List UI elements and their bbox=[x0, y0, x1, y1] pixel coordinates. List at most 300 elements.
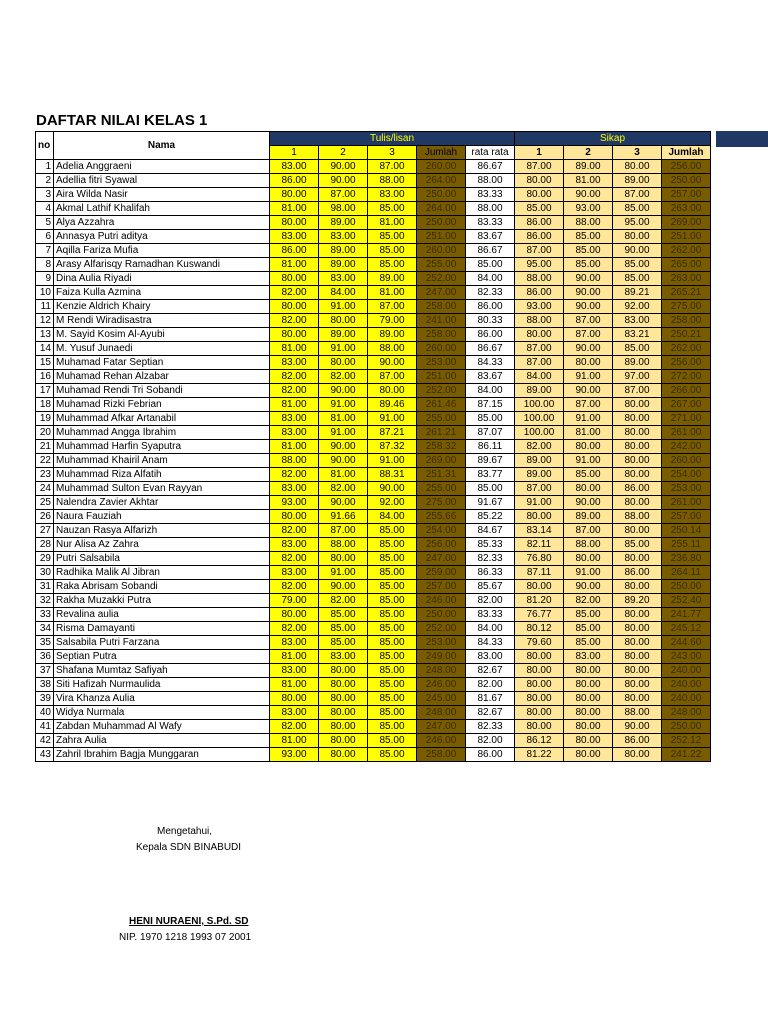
sikap-2: 80.00 bbox=[564, 734, 613, 748]
row-no: 24 bbox=[36, 482, 54, 496]
table-row bbox=[36, 720, 711, 734]
row-no: 13 bbox=[36, 328, 54, 342]
sikap-2: 80.00 bbox=[564, 440, 613, 454]
tulis-jumlah: 246.00 bbox=[417, 734, 466, 748]
table-row bbox=[36, 342, 711, 356]
sikap-3: 97.00 bbox=[613, 370, 662, 384]
sikap-1: 83.14 bbox=[515, 524, 564, 538]
table-row bbox=[36, 734, 711, 748]
tulis-jumlah: 245.00 bbox=[417, 692, 466, 706]
tulis-1: 80.00 bbox=[270, 510, 319, 524]
student-name: Faiza Kulla Azmina bbox=[54, 286, 270, 300]
tulis-2: 90.00 bbox=[319, 384, 368, 398]
sikap-3: 80.00 bbox=[613, 160, 662, 174]
sikap-3: 80.00 bbox=[613, 524, 662, 538]
tulis-jumlah: 264.00 bbox=[417, 174, 466, 188]
table-row bbox=[36, 552, 711, 566]
sikap-jumlah: 263.00 bbox=[662, 272, 711, 286]
tulis-2: 91.00 bbox=[319, 300, 368, 314]
tulis-3: 89.00 bbox=[368, 328, 417, 342]
tulis-jumlah: 275.00 bbox=[417, 496, 466, 510]
tulis-jumlah: 251.00 bbox=[417, 370, 466, 384]
rata-rata: 86.33 bbox=[466, 566, 515, 580]
tulis-jumlah: 258.00 bbox=[417, 300, 466, 314]
row-no: 26 bbox=[36, 510, 54, 524]
sikap-3: 80.00 bbox=[613, 468, 662, 482]
tulis-1: 81.00 bbox=[270, 734, 319, 748]
signature-name: HENI NURAENI, S.Pd. SD bbox=[129, 916, 249, 927]
table-row bbox=[36, 622, 711, 636]
tulis-2: 81.00 bbox=[319, 412, 368, 426]
sikap-3: 80.00 bbox=[613, 678, 662, 692]
tulis-1: 93.00 bbox=[270, 496, 319, 510]
row-no: 20 bbox=[36, 426, 54, 440]
student-name: Muhammad Riza Alfatih bbox=[54, 468, 270, 482]
rata-rata: 85.67 bbox=[466, 580, 515, 594]
tulis-2: 89.00 bbox=[319, 328, 368, 342]
sikap-jumlah: 260.00 bbox=[662, 454, 711, 468]
row-no: 2 bbox=[36, 174, 54, 188]
tulis-3: 81.00 bbox=[368, 216, 417, 230]
tulis-2: 80.00 bbox=[319, 706, 368, 720]
row-no: 43 bbox=[36, 748, 54, 762]
sikap-1: 89.00 bbox=[515, 384, 564, 398]
table-row bbox=[36, 230, 711, 244]
student-name: Siti Hafizah Nurmaulida bbox=[54, 678, 270, 692]
table-row bbox=[36, 510, 711, 524]
sikap-2: 90.00 bbox=[564, 496, 613, 510]
tulis-jumlah: 260.00 bbox=[417, 342, 466, 356]
tulis-jumlah: 247.00 bbox=[417, 720, 466, 734]
tulis-2: 85.00 bbox=[319, 622, 368, 636]
tulis-3: 85.00 bbox=[368, 650, 417, 664]
tulis-1: 80.00 bbox=[270, 328, 319, 342]
sikap-3: 89.20 bbox=[613, 594, 662, 608]
tulis-2: 91.00 bbox=[319, 342, 368, 356]
tulis-1: 79.00 bbox=[270, 594, 319, 608]
tulis-1: 81.00 bbox=[270, 202, 319, 216]
sikap-1: 87.11 bbox=[515, 566, 564, 580]
sikap-3: 80.00 bbox=[613, 230, 662, 244]
sikap-jumlah: 262.00 bbox=[662, 244, 711, 258]
row-no: 35 bbox=[36, 636, 54, 650]
tulis-1: 82.00 bbox=[270, 720, 319, 734]
sikap-3: 86.00 bbox=[613, 482, 662, 496]
tulis-1: 80.00 bbox=[270, 608, 319, 622]
student-name: Adellia fitri Syawal bbox=[54, 174, 270, 188]
sikap-3: 80.00 bbox=[613, 664, 662, 678]
sikap-2: 87.00 bbox=[564, 398, 613, 412]
sikap-jumlah: 240.00 bbox=[662, 678, 711, 692]
tulis-jumlah: 251.00 bbox=[417, 230, 466, 244]
table-row bbox=[36, 286, 711, 300]
tulis-1: 82.00 bbox=[270, 580, 319, 594]
sikap-3: 80.00 bbox=[613, 622, 662, 636]
row-no: 18 bbox=[36, 398, 54, 412]
tulis-jumlah: 248.00 bbox=[417, 664, 466, 678]
row-no: 21 bbox=[36, 440, 54, 454]
sikap-jumlah: 266.00 bbox=[662, 384, 711, 398]
sikap-3: 80.00 bbox=[613, 748, 662, 762]
tulis-2: 80.00 bbox=[319, 678, 368, 692]
table-row bbox=[36, 650, 711, 664]
table-row bbox=[36, 566, 711, 580]
tulis-jumlah: 253.00 bbox=[417, 636, 466, 650]
sikap-1: 88.00 bbox=[515, 314, 564, 328]
row-no: 31 bbox=[36, 580, 54, 594]
table-row bbox=[36, 412, 711, 426]
tulis-3: 85.00 bbox=[368, 748, 417, 762]
sikap-2: 91.00 bbox=[564, 412, 613, 426]
sikap-1: 87.00 bbox=[515, 482, 564, 496]
tulis-jumlah: 258.00 bbox=[417, 748, 466, 762]
tulis-2: 85.00 bbox=[319, 608, 368, 622]
tulis-2: 90.00 bbox=[319, 160, 368, 174]
tulis-3: 85.00 bbox=[368, 202, 417, 216]
student-name: Aira Wilda Nasir bbox=[54, 188, 270, 202]
sikap-jumlah: 255.11 bbox=[662, 538, 711, 552]
rata-rata: 83.67 bbox=[466, 230, 515, 244]
rata-rata: 86.00 bbox=[466, 328, 515, 342]
student-name: Alya Azzahra bbox=[54, 216, 270, 230]
rata-rata: 84.33 bbox=[466, 636, 515, 650]
sikap-2: 87.00 bbox=[564, 314, 613, 328]
tulis-2: 87.00 bbox=[319, 524, 368, 538]
tulis-3: 85.00 bbox=[368, 622, 417, 636]
tulis-jumlah: 251.31 bbox=[417, 468, 466, 482]
rata-rata: 83.33 bbox=[466, 608, 515, 622]
tulis-3: 85.00 bbox=[368, 580, 417, 594]
row-no: 37 bbox=[36, 664, 54, 678]
row-no: 6 bbox=[36, 230, 54, 244]
sikap-jumlah: 254.00 bbox=[662, 468, 711, 482]
tulis-3: 85.00 bbox=[368, 734, 417, 748]
tulis-1: 83.00 bbox=[270, 160, 319, 174]
table-row bbox=[36, 384, 711, 398]
tulis-jumlah: 248.00 bbox=[417, 706, 466, 720]
table-row bbox=[36, 244, 711, 258]
tulis-jumlah: 258.00 bbox=[417, 328, 466, 342]
tulis-2: 82.00 bbox=[319, 594, 368, 608]
row-no: 15 bbox=[36, 356, 54, 370]
sikap-1: 100.00 bbox=[515, 426, 564, 440]
sikap-2: 80.00 bbox=[564, 748, 613, 762]
sikap-3: 83.00 bbox=[613, 314, 662, 328]
row-no: 33 bbox=[36, 608, 54, 622]
row-no: 19 bbox=[36, 412, 54, 426]
tulis-2: 90.00 bbox=[319, 454, 368, 468]
sikap-jumlah: 264.11 bbox=[662, 566, 711, 580]
tulis-jumlah: 254.00 bbox=[417, 524, 466, 538]
sikap-1: 89.00 bbox=[515, 454, 564, 468]
tulis-jumlah: 255.66 bbox=[417, 510, 466, 524]
row-no: 30 bbox=[36, 566, 54, 580]
tulis-jumlah: 250.00 bbox=[417, 608, 466, 622]
sikap-jumlah: 265.00 bbox=[662, 258, 711, 272]
tulis-jumlah: 255.00 bbox=[417, 482, 466, 496]
student-name: Nauzan Rasya Alfarizh bbox=[54, 524, 270, 538]
rata-rata: 86.11 bbox=[466, 440, 515, 454]
header-sikap-jumlah: Jumlah bbox=[662, 146, 711, 160]
sikap-2: 88.00 bbox=[564, 538, 613, 552]
tulis-1: 83.00 bbox=[270, 230, 319, 244]
table-row bbox=[36, 580, 711, 594]
sikap-jumlah: 241.77 bbox=[662, 608, 711, 622]
sikap-1: 87.00 bbox=[515, 244, 564, 258]
sikap-jumlah: 252.12 bbox=[662, 734, 711, 748]
tulis-jumlah: 252.00 bbox=[417, 622, 466, 636]
table-row bbox=[36, 202, 711, 216]
tulis-2: 83.00 bbox=[319, 650, 368, 664]
student-name: Annasya Putri aditya bbox=[54, 230, 270, 244]
row-no: 3 bbox=[36, 188, 54, 202]
tulis-1: 80.00 bbox=[270, 692, 319, 706]
sikap-jumlah: 262.00 bbox=[662, 342, 711, 356]
tulis-3: 85.00 bbox=[368, 524, 417, 538]
rata-rata: 81.67 bbox=[466, 692, 515, 706]
tulis-1: 82.00 bbox=[270, 524, 319, 538]
tulis-1: 81.00 bbox=[270, 440, 319, 454]
rata-rata: 86.67 bbox=[466, 342, 515, 356]
student-name: M. Sayid Kosim Al-Ayubi bbox=[54, 328, 270, 342]
sikap-jumlah: 275.00 bbox=[662, 300, 711, 314]
sikap-3: 88.00 bbox=[613, 510, 662, 524]
tulis-3: 87.32 bbox=[368, 440, 417, 454]
rata-rata: 89.67 bbox=[466, 454, 515, 468]
tulis-1: 81.00 bbox=[270, 398, 319, 412]
tulis-jumlah: 241.00 bbox=[417, 314, 466, 328]
sikap-jumlah: 272.00 bbox=[662, 370, 711, 384]
row-no: 27 bbox=[36, 524, 54, 538]
tulis-3: 90.00 bbox=[368, 356, 417, 370]
rata-rata: 87.15 bbox=[466, 398, 515, 412]
sikap-2: 90.00 bbox=[564, 286, 613, 300]
tulis-2: 91.00 bbox=[319, 566, 368, 580]
sikap-3: 89.00 bbox=[613, 174, 662, 188]
sikap-1: 89.00 bbox=[515, 468, 564, 482]
student-name: Raka Abrisam Sobandi bbox=[54, 580, 270, 594]
row-no: 12 bbox=[36, 314, 54, 328]
header-sikap-3: 3 bbox=[613, 146, 662, 160]
sikap-2: 80.00 bbox=[564, 664, 613, 678]
tulis-1: 82.00 bbox=[270, 370, 319, 384]
sikap-2: 90.00 bbox=[564, 580, 613, 594]
rata-rata: 86.67 bbox=[466, 160, 515, 174]
tulis-1: 83.00 bbox=[270, 636, 319, 650]
header-nama: Nama bbox=[54, 132, 270, 160]
sikap-1: 80.00 bbox=[515, 580, 564, 594]
sikap-jumlah: 248.00 bbox=[662, 706, 711, 720]
sikap-3: 85.00 bbox=[613, 202, 662, 216]
table-row bbox=[36, 398, 711, 412]
sikap-3: 85.00 bbox=[613, 342, 662, 356]
rata-rata: 82.67 bbox=[466, 664, 515, 678]
rata-rata: 84.00 bbox=[466, 384, 515, 398]
table-row bbox=[36, 426, 711, 440]
tulis-jumlah: 250.00 bbox=[417, 216, 466, 230]
tulis-2: 80.00 bbox=[319, 552, 368, 566]
student-name: Muhammad Sulton Evan Rayyan bbox=[54, 482, 270, 496]
tulis-3: 85.00 bbox=[368, 594, 417, 608]
sikap-2: 85.00 bbox=[564, 258, 613, 272]
sikap-3: 80.00 bbox=[613, 426, 662, 440]
tulis-3: 85.00 bbox=[368, 258, 417, 272]
student-name: Muhammad Angga Ibrahim bbox=[54, 426, 270, 440]
table-row bbox=[36, 468, 711, 482]
student-name: Risma Damayanti bbox=[54, 622, 270, 636]
tulis-jumlah: 264.00 bbox=[417, 202, 466, 216]
page-title: DAFTAR NILAI KELAS 1 bbox=[36, 112, 208, 129]
tulis-jumlah: 247.00 bbox=[417, 552, 466, 566]
sikap-1: 86.00 bbox=[515, 216, 564, 230]
row-no: 32 bbox=[36, 594, 54, 608]
rata-rata: 84.00 bbox=[466, 272, 515, 286]
sikap-jumlah: 242.00 bbox=[662, 440, 711, 454]
table-row bbox=[36, 174, 711, 188]
tulis-2: 91.00 bbox=[319, 426, 368, 440]
tulis-3: 87.00 bbox=[368, 300, 417, 314]
sikap-3: 87.00 bbox=[613, 384, 662, 398]
sikap-3: 86.00 bbox=[613, 566, 662, 580]
table-row bbox=[36, 538, 711, 552]
table-row bbox=[36, 188, 711, 202]
header-row-groups bbox=[36, 132, 711, 146]
sikap-2: 91.00 bbox=[564, 370, 613, 384]
tulis-1: 86.00 bbox=[270, 174, 319, 188]
student-name: Muhamad Rehan Alzabar bbox=[54, 370, 270, 384]
tulis-jumlah: 252.00 bbox=[417, 272, 466, 286]
sikap-2: 83.00 bbox=[564, 650, 613, 664]
sikap-3: 90.00 bbox=[613, 244, 662, 258]
tulis-3: 91.00 bbox=[368, 412, 417, 426]
rata-rata: 88.00 bbox=[466, 174, 515, 188]
table-row bbox=[36, 328, 711, 342]
signature-title: Kepala SDN BINABUDI bbox=[136, 842, 242, 853]
tulis-2: 80.00 bbox=[319, 356, 368, 370]
tulis-jumlah: 246.00 bbox=[417, 594, 466, 608]
student-name: Shafana Mumtaz Safiyah bbox=[54, 664, 270, 678]
tulis-2: 90.00 bbox=[319, 496, 368, 510]
rata-rata: 84.00 bbox=[466, 622, 515, 636]
header-sikap: Sikap bbox=[515, 132, 711, 146]
tulis-1: 88.00 bbox=[270, 454, 319, 468]
sikap-jumlah: 244.60 bbox=[662, 636, 711, 650]
sikap-jumlah: 269.00 bbox=[662, 216, 711, 230]
sikap-1: 84.00 bbox=[515, 370, 564, 384]
tulis-2: 80.00 bbox=[319, 314, 368, 328]
row-no: 17 bbox=[36, 384, 54, 398]
tulis-2: 90.00 bbox=[319, 174, 368, 188]
student-name: Aqilla Fariza Mufia bbox=[54, 244, 270, 258]
table-row bbox=[36, 496, 711, 510]
tulis-2: 80.00 bbox=[319, 720, 368, 734]
rata-rata: 82.33 bbox=[466, 552, 515, 566]
row-no: 39 bbox=[36, 692, 54, 706]
tulis-3: 80.00 bbox=[368, 384, 417, 398]
tulis-1: 80.00 bbox=[270, 272, 319, 286]
row-no: 25 bbox=[36, 496, 54, 510]
rata-rata: 85.00 bbox=[466, 258, 515, 272]
row-no: 5 bbox=[36, 216, 54, 230]
tulis-3: 88.00 bbox=[368, 174, 417, 188]
sikap-1: 80.00 bbox=[515, 720, 564, 734]
tulis-1: 80.00 bbox=[270, 188, 319, 202]
sikap-jumlah: 236.80 bbox=[662, 552, 711, 566]
tulis-jumlah: 249.00 bbox=[417, 650, 466, 664]
sikap-2: 91.00 bbox=[564, 566, 613, 580]
rata-rata: 85.00 bbox=[466, 412, 515, 426]
student-name: Putri Salsabila bbox=[54, 552, 270, 566]
row-no: 38 bbox=[36, 678, 54, 692]
sikap-2: 80.00 bbox=[564, 482, 613, 496]
student-name: Vira Khanza Aulia bbox=[54, 692, 270, 706]
sikap-jumlah: 250.14 bbox=[662, 524, 711, 538]
tulis-jumlah: 253.00 bbox=[417, 356, 466, 370]
tulis-2: 90.00 bbox=[319, 580, 368, 594]
sikap-2: 82.00 bbox=[564, 594, 613, 608]
sikap-jumlah: 240.00 bbox=[662, 664, 711, 678]
tulis-3: 85.00 bbox=[368, 636, 417, 650]
row-no: 7 bbox=[36, 244, 54, 258]
row-no: 34 bbox=[36, 622, 54, 636]
tulis-3: 84.00 bbox=[368, 510, 417, 524]
sikap-jumlah: 240.00 bbox=[662, 692, 711, 706]
header-tulis-jumlah: Jumlah bbox=[417, 146, 466, 160]
sikap-1: 79.60 bbox=[515, 636, 564, 650]
row-no: 11 bbox=[36, 300, 54, 314]
sikap-2: 91.00 bbox=[564, 454, 613, 468]
tulis-3: 87.00 bbox=[368, 160, 417, 174]
table-row bbox=[36, 356, 711, 370]
tulis-jumlah: 255.00 bbox=[417, 258, 466, 272]
signature-mengetahui: Mengetahui, bbox=[157, 826, 213, 837]
tulis-1: 83.00 bbox=[270, 706, 319, 720]
sikap-jumlah: 256.00 bbox=[662, 356, 711, 370]
table-row bbox=[36, 636, 711, 650]
tulis-3: 85.00 bbox=[368, 692, 417, 706]
sikap-2: 80.00 bbox=[564, 692, 613, 706]
student-name: Akmal Lathif Khalifah bbox=[54, 202, 270, 216]
student-name: Zabdan Muhammad Al Wafy bbox=[54, 720, 270, 734]
sikap-1: 76.77 bbox=[515, 608, 564, 622]
tulis-jumlah: 261.21 bbox=[417, 426, 466, 440]
sikap-3: 80.00 bbox=[613, 692, 662, 706]
sikap-2: 80.00 bbox=[564, 706, 613, 720]
tulis-3: 88.31 bbox=[368, 468, 417, 482]
rata-rata: 84.33 bbox=[466, 356, 515, 370]
sikap-2: 89.00 bbox=[564, 510, 613, 524]
tulis-1: 83.00 bbox=[270, 412, 319, 426]
sikap-jumlah: 271.00 bbox=[662, 412, 711, 426]
sikap-3: 90.00 bbox=[613, 720, 662, 734]
table-row bbox=[36, 370, 711, 384]
sikap-3: 80.00 bbox=[613, 454, 662, 468]
tulis-3: 85.00 bbox=[368, 552, 417, 566]
table-row bbox=[36, 300, 711, 314]
sikap-1: 91.00 bbox=[515, 496, 564, 510]
tulis-3: 89.00 bbox=[368, 272, 417, 286]
header-no: no bbox=[36, 132, 54, 160]
student-name: Revalina aulia bbox=[54, 608, 270, 622]
sikap-jumlah: 256.00 bbox=[662, 160, 711, 174]
student-name: M Rendi Wiradisastra bbox=[54, 314, 270, 328]
sikap-3: 88.00 bbox=[613, 706, 662, 720]
tulis-1: 83.00 bbox=[270, 566, 319, 580]
sikap-jumlah: 253.00 bbox=[662, 482, 711, 496]
student-name: Muhamad Rendi Tri Sobandi bbox=[54, 384, 270, 398]
sikap-1: 86.00 bbox=[515, 286, 564, 300]
sikap-2: 90.00 bbox=[564, 342, 613, 356]
